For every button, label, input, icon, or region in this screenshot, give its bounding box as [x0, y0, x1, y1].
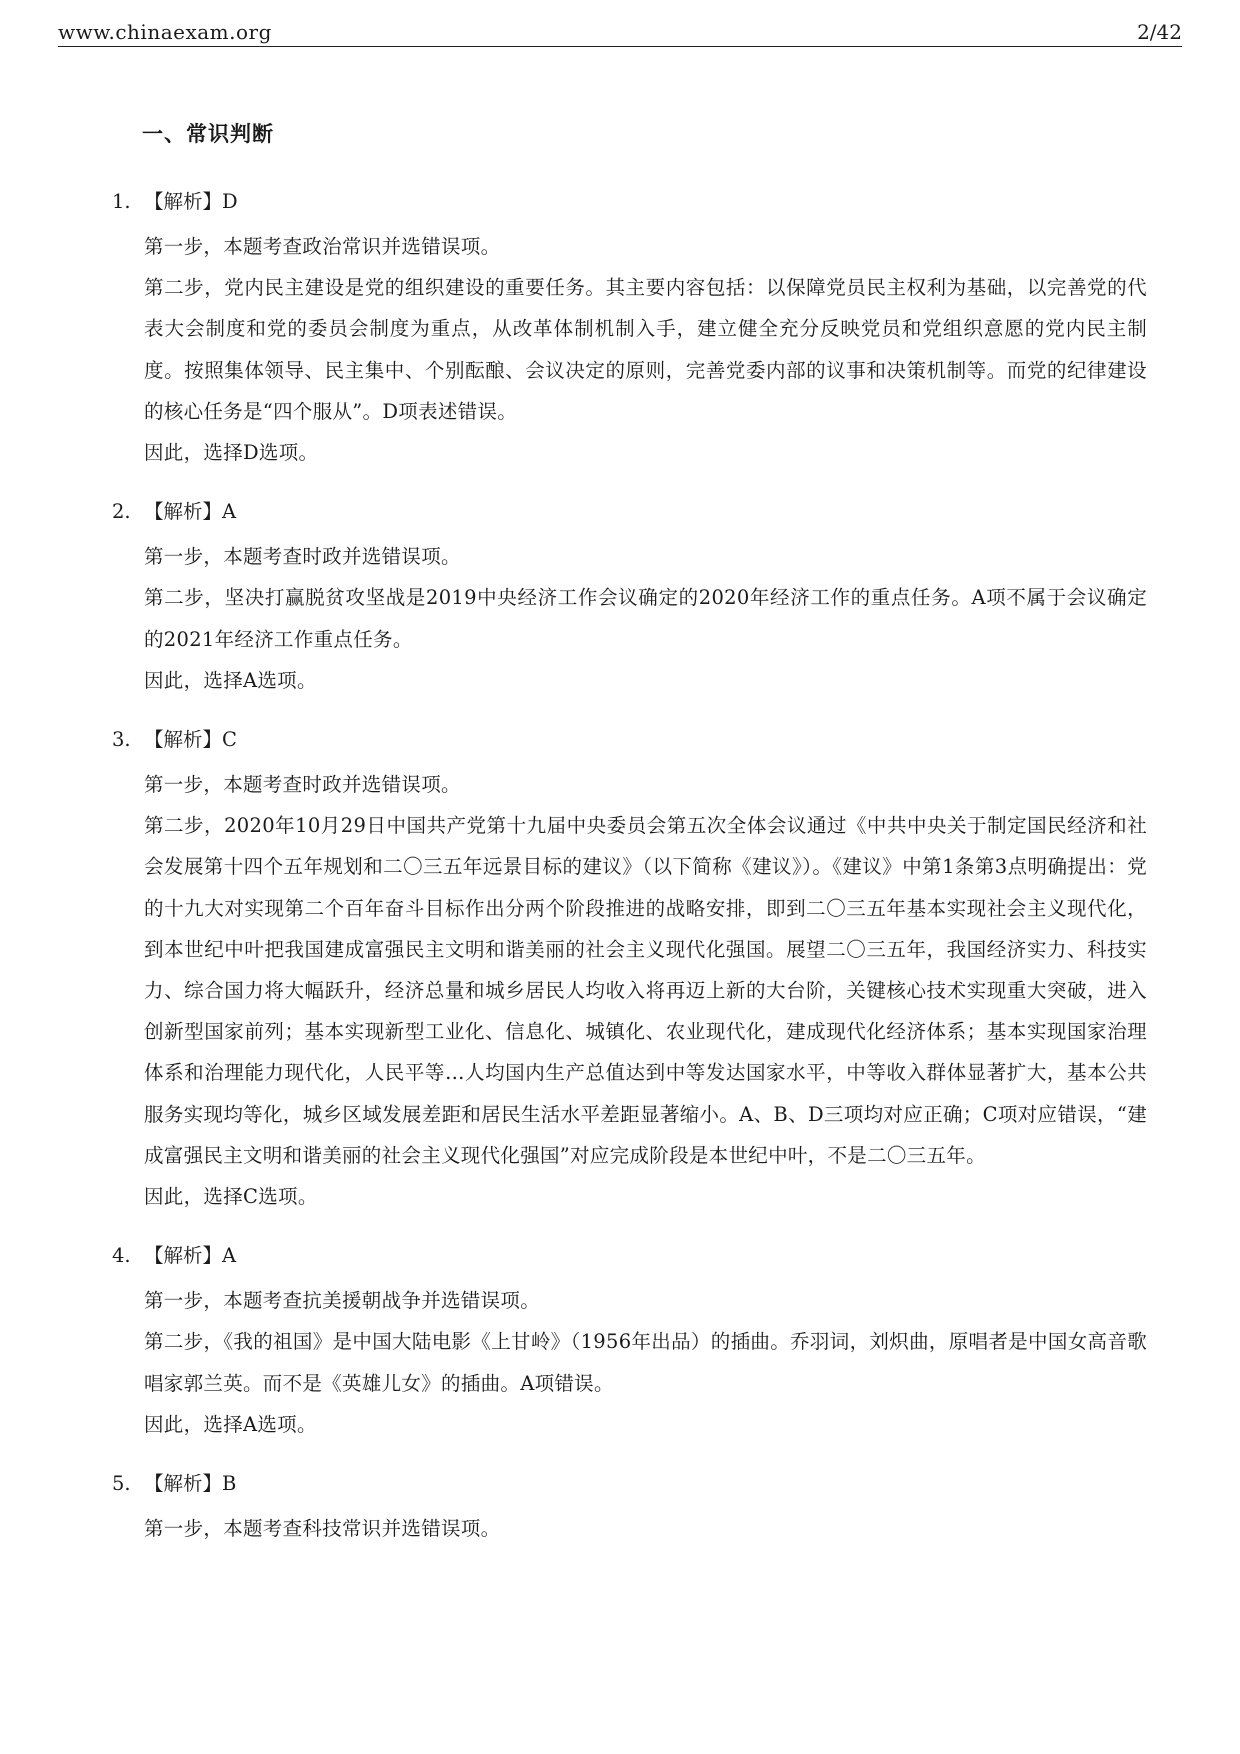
- paragraph: 第二步，党内民主建设是党的组织建设的重要任务。其主要内容包括：以保障党员民主权利为基础，以完善党的代表大会制度和党的委员会制度为重点，从改革体制机制入手，建立健全充分反映党员和党组织意愿的党内民主制度。按照集体领导、民主集中、个别酝酿、会议决定的原则，完善党委内部的议事和决策机制等。而党的纪律建设的核心任务是“四个服从”。D项表述错误。: [144, 276, 1147, 423]
- question-number: 4.: [112, 1244, 131, 1268]
- question-5: [112, 1468, 1147, 1549]
- question-body: [144, 1280, 1147, 1445]
- answer-list: [112, 186, 1147, 1572]
- paragraph: 第二步，坚决打赢脱贫攻坚战是2019中央经济工作会议确定的2020年经济工作的重点任务。A项不属于会议确定的2021年经济工作重点任务。: [144, 586, 1147, 651]
- answer-letter: A: [222, 500, 237, 524]
- paragraph: 因此，选择C选项。: [144, 1185, 318, 1209]
- question-body: [144, 226, 1147, 473]
- site-url: www.chinaexam.org: [58, 20, 272, 44]
- paragraph: 因此，选择A选项。: [144, 668, 317, 692]
- answer-letter: B: [222, 1472, 237, 1496]
- answer-line: [144, 1240, 236, 1272]
- answer-letter: C: [222, 728, 237, 752]
- page-header: [58, 18, 1182, 47]
- answer-letter: D: [222, 190, 238, 213]
- answer-line: [144, 1468, 236, 1500]
- question-number: 3.: [112, 728, 131, 752]
- paragraph: 第一步，本题考查时政并选错误项。: [144, 545, 461, 569]
- question-number: 2.: [112, 500, 131, 524]
- section-title: 一、常识判断: [142, 121, 274, 146]
- paragraph: 因此，选择D选项。: [144, 441, 319, 465]
- answer-line: [144, 186, 238, 218]
- analysis-tag: 【解析】: [144, 1244, 223, 1268]
- analysis-tag: 【解析】: [144, 500, 223, 524]
- question-number: 5.: [112, 1472, 131, 1496]
- analysis-tag: 【解析】: [144, 1472, 223, 1496]
- question-3: [112, 724, 1147, 1217]
- question-header: [112, 724, 1147, 764]
- answer-letter: A: [222, 1244, 237, 1268]
- answer-line: [144, 496, 236, 528]
- paragraph: 第二步，2020年10月29日中国共产党第十九届中央委员会第五次全体会议通过《中共中央关于制定国民经济和社会发展第十四个五年规划和二〇三五年远景目标的建议》（以下简称《建议》）。《建议》中第1条第3点明确提出：党的十九大对实现第二个百年奋斗目标作出分两个阶段推进的战略安排，即到二〇三五年基本实现社会主义现代化，到本世纪中叶把我国建成富强民主文明和谐美丽的社会主义现代化强国。展望二〇三五年，我国经济实力、科技实力、综合国力将大幅跃升，经济总量和城乡居民人均收入将再迈上新的大台阶，关键核心技术实现重大突破，进入创新型国家前列；基本实现新型工业化、信息化、城镇化、农业现代化，建成现代化经济体系；基本实现国家治理体系和治理能力现代化，人民平等…人均国内生产总值达到中等发达国家水平，中等收入群体显著扩大，基本公共服务实现均等化，城乡区域发展差距和居民生活水平差距显著缩小。A、B、D三项均对应正确；C项对应错误，“建成富强民主文明和谐美丽的社会主义现代化强国”对应完成阶段是本世纪中叶，不是二〇三五年。: [144, 814, 1147, 1167]
- question-number: 1.: [112, 190, 131, 213]
- paragraph: 第一步，本题考查科技常识并选错误项。: [144, 1517, 501, 1541]
- question-body: [144, 536, 1147, 701]
- question-4: [112, 1240, 1147, 1445]
- analysis-tag: 【解析】: [144, 190, 223, 213]
- page-number: 2/42: [1137, 20, 1182, 44]
- paragraph: 第二步，《我的祖国》是中国大陆电影《上甘岭》（1956年出品）的插曲。乔羽词，刘炽曲，原唱者是中国女高音歌唱家郭兰英。而不是《英雄儿女》的插曲。A项错误。: [144, 1330, 1147, 1395]
- question-header: [112, 186, 1147, 226]
- paragraph: 第一步，本题考查抗美援朝战争并选错误项。: [144, 1289, 541, 1313]
- question-1: [112, 186, 1147, 473]
- analysis-tag: 【解析】: [144, 728, 223, 752]
- paragraph: 因此，选择A选项。: [144, 1412, 317, 1436]
- question-2: [112, 496, 1147, 701]
- question-header: [112, 1240, 1147, 1280]
- question-body: [144, 764, 1147, 1217]
- paragraph: 第一步，本题考查时政并选错误项。: [144, 773, 461, 797]
- question-header: [112, 1468, 1147, 1508]
- question-header: [112, 496, 1147, 536]
- answer-line: [144, 724, 237, 756]
- paragraph: 第一步，本题考查政治常识并选错误项。: [144, 235, 501, 258]
- question-body: [144, 1508, 1147, 1549]
